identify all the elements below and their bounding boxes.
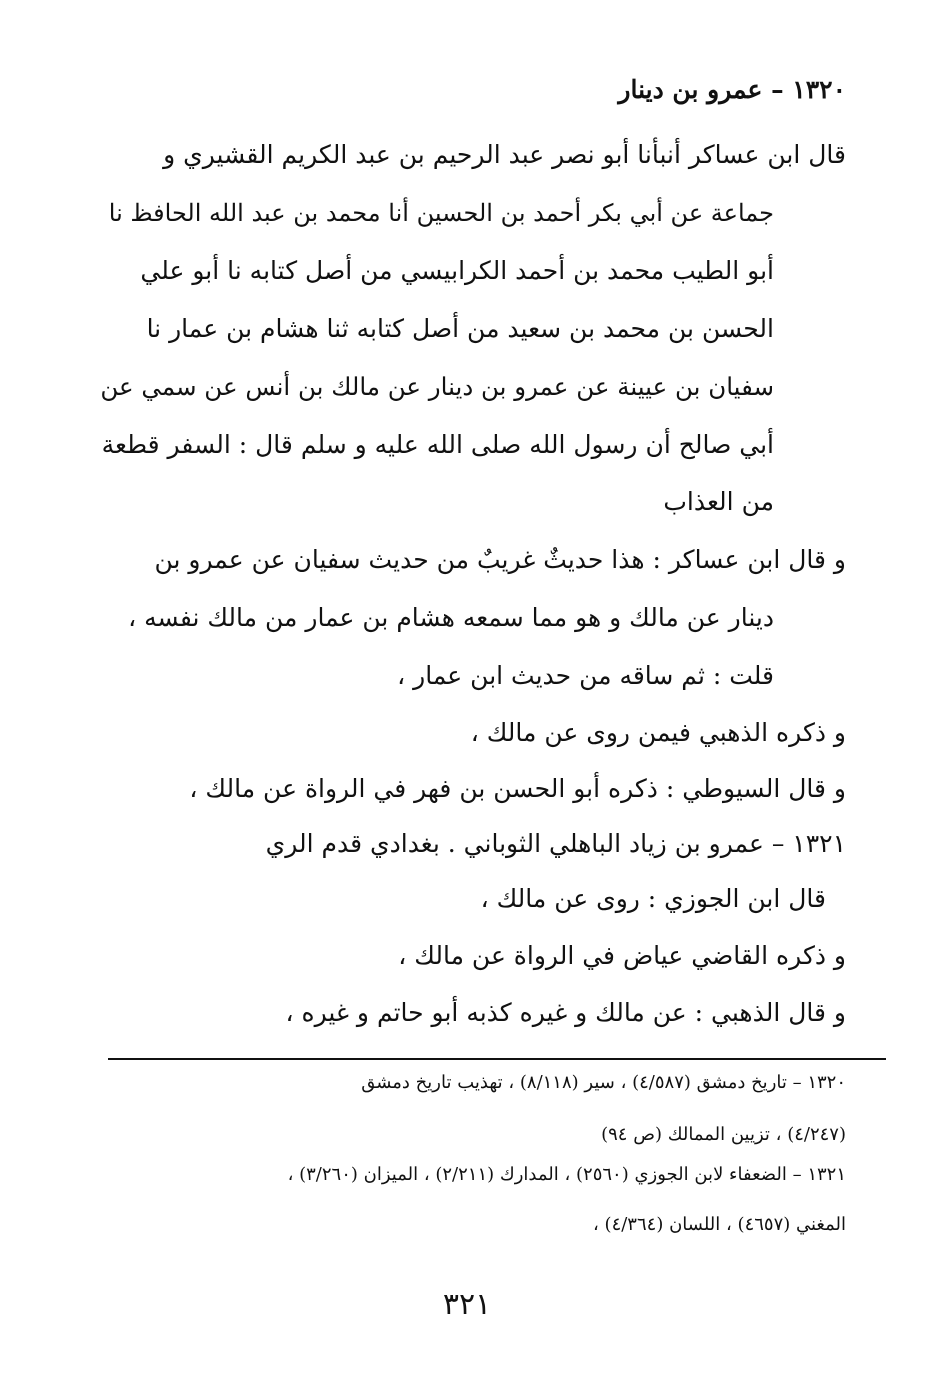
footnote-line: (٤/٢٤٧) ، تزيين الممالك (ص ٩٤) bbox=[601, 1124, 846, 1145]
body-line: قلت : ثم ساقه من حديث ابن عمار ، bbox=[397, 661, 774, 690]
body-line: أبي صالح أن رسول الله صلى الله عليه و سلم قال : السفر قطعة bbox=[101, 430, 774, 459]
body-line: سفيان بن عيينة عن عمرو بن دينار عن مالك بن أنس عن سمي عن bbox=[100, 372, 774, 401]
body-line: و ذكره الذهبي فيمن روى عن مالك ، bbox=[470, 718, 846, 747]
entry-heading: ١٣٢١ – عمرو بن زياد الباهلي الثوباني . بغدادي قدم الري bbox=[265, 829, 846, 858]
body-line: دينار عن مالك و هو مما سمعه هشام بن عمار من مالك نفسه ، bbox=[128, 603, 774, 632]
body-line: أبو الطيب محمد بن أحمد الكرابيسي من أصل كتابه نا أبو علي bbox=[140, 256, 774, 285]
footnote-divider bbox=[108, 1058, 886, 1060]
body-line: من العذاب bbox=[663, 487, 774, 516]
footnote-line: المغني (٤٦٥٧) ، اللسان (٤/٣٦٤) ، bbox=[593, 1214, 846, 1235]
body-line: جماعة عن أبي بكر أحمد بن الحسين أنا محمد بن عبد الله الحافظ نا bbox=[108, 199, 774, 227]
body-line: و قال ابن عساكر : هذا حديثٌ غريبٌ من حديث سفيان عن عمرو بن bbox=[154, 545, 846, 574]
body-line: و قال الذهبي : عن مالك و غيره كذبه أبو حاتم و غيره ، bbox=[285, 998, 846, 1027]
body-line: و ذكره القاضي عياض في الرواة عن مالك ، bbox=[398, 941, 846, 970]
body-line: الحسن بن محمد بن سعيد من أصل كتابه ثنا هشام بن عمار نا bbox=[146, 314, 774, 343]
body-line: قال ابن الجوزي : روى عن مالك ، bbox=[480, 884, 826, 913]
body-line: و قال السيوطي : ذكره أبو الحسن بن فهر في الرواة عن مالك ، bbox=[189, 774, 846, 803]
body-line: قال ابن عساكر أنبأنا أبو نصر عبد الرحيم بن عبد الكريم القشيري و bbox=[163, 140, 846, 169]
page-number: ٣٢١ bbox=[442, 1287, 492, 1322]
footnote-line: ١٣٢٠ – تاريخ دمشق (٤/٥٨٧) ، سير (٨/١١٨) ، تهذيب تاريخ دمشق bbox=[361, 1072, 846, 1093]
entry-heading: ١٣٢٠ – عمرو بن دينار bbox=[618, 75, 846, 104]
footnote-line: ١٣٢١ – الضعفاء لابن الجوزي (٢٥٦٠) ، المدارك (٢/٢١١) ، الميزان (٣/٢٦٠) ، bbox=[287, 1164, 846, 1185]
